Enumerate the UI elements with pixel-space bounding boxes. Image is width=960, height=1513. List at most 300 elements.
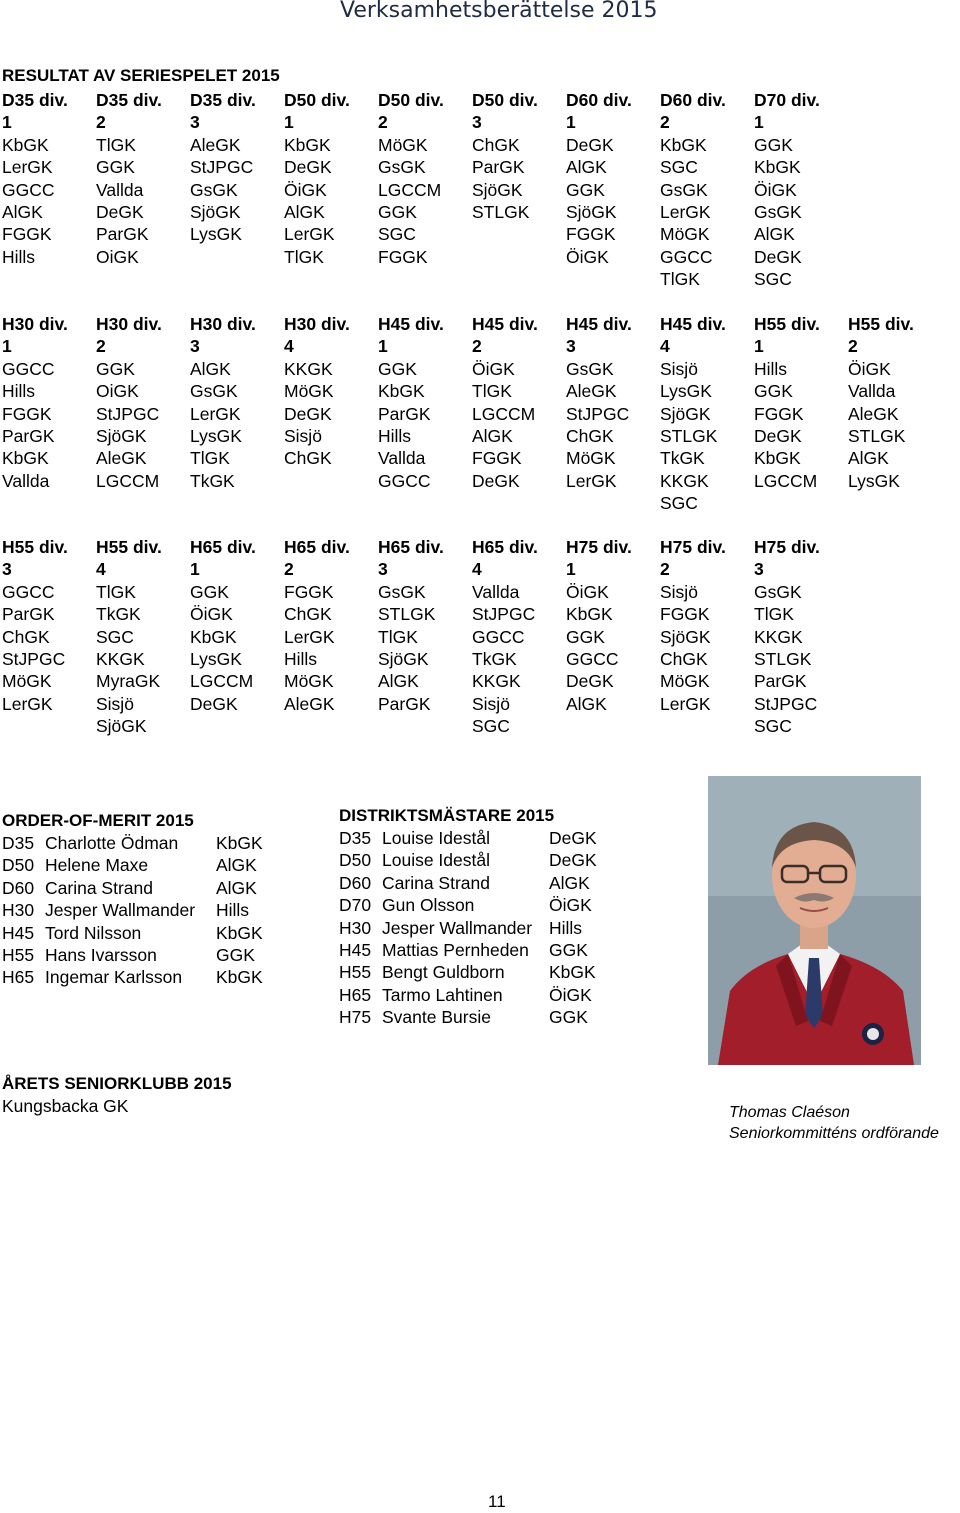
division-label: H75 div. [660, 537, 726, 557]
club-cell: Vallda [378, 448, 426, 469]
division-label: D60 div. [566, 90, 632, 110]
division-label: D35 div. [96, 90, 162, 110]
club-cell: ParGK [96, 224, 149, 245]
club-cell: AlGK [378, 671, 419, 692]
division-label: D70 div. [754, 90, 820, 110]
club-cell: FGGK [566, 224, 616, 245]
club-cell: AlGK [284, 201, 325, 222]
class-label: H65 [339, 984, 372, 1005]
division-label: H55 div. [848, 314, 914, 334]
club-name: DeGK [549, 828, 597, 848]
division-number: 3 [2, 559, 12, 580]
club-cell: GGCC [566, 648, 619, 669]
class-label: H45 [339, 939, 372, 960]
club-cell: KbGK [378, 381, 425, 402]
club-cell: LerGK [190, 403, 241, 424]
division-label: H30 div. [284, 314, 350, 334]
player-name: Tarmo Lahtinen [382, 984, 503, 1005]
club-cell: ParGK [472, 157, 525, 178]
club-name: ÖiGK [549, 895, 592, 916]
club-cell: Vallda [848, 381, 896, 402]
division-number: 1 [378, 336, 388, 357]
club-cell: GGCC [660, 246, 713, 267]
division-column [378, 313, 474, 492]
player-name: Mattias Pernheden [382, 939, 529, 960]
club-cell: AlGK [2, 201, 43, 222]
club-cell: TlGK [190, 448, 230, 469]
list-item [339, 939, 679, 961]
club-cell: ParGK [2, 604, 55, 625]
club-cell: Vallda [472, 581, 520, 602]
division-column [190, 89, 286, 268]
club-cell: GsGK [378, 157, 426, 178]
division-column [754, 536, 850, 738]
club-cell: LerGK [2, 693, 53, 714]
division-label: H75 div. [566, 537, 632, 557]
player-name: Svante Bursie [382, 1007, 491, 1028]
division-number: 3 [754, 559, 764, 580]
division-column [378, 89, 474, 268]
division-label: H45 div. [566, 314, 632, 334]
club-cell: GGCC [378, 470, 431, 491]
club-cell: TlGK [96, 581, 136, 602]
club-cell: GGK [378, 201, 417, 222]
club-cell: ÖiGK [848, 358, 891, 379]
club-cell: GGCC [2, 358, 55, 379]
club-cell: FGGK [472, 448, 522, 469]
club-cell: AleGK [848, 403, 899, 424]
club-cell: AleGK [284, 693, 335, 714]
club-cell: GsGK [566, 358, 614, 379]
list-item [2, 899, 322, 921]
club-name: KbGK [549, 962, 596, 983]
list-item [2, 877, 322, 899]
division-number: 2 [284, 559, 294, 580]
senior-club [2, 1073, 322, 1117]
class-label: D35 [2, 833, 35, 853]
player-name: Jesper Wallmander [45, 900, 196, 921]
club-cell: AleGK [190, 134, 241, 155]
club-cell: GsGK [660, 179, 708, 200]
player-name: Helene Maxe [45, 855, 149, 876]
club-cell: AleGK [96, 448, 147, 469]
club-cell: GGK [190, 581, 229, 602]
division-label: H30 div. [2, 314, 68, 334]
club-cell: LerGK [284, 626, 335, 647]
player-name: Carina Strand [45, 877, 153, 898]
district-champions-title: DISTRIKTSMÄSTARE 2015 [339, 806, 555, 825]
club-cell: StJPGC [566, 403, 630, 424]
division-number: 1 [284, 112, 294, 133]
list-item [339, 849, 679, 871]
club-cell: KKGK [754, 626, 803, 647]
photo-caption [729, 1102, 960, 1144]
class-label: H55 [2, 944, 35, 965]
division-number: 2 [96, 336, 106, 357]
club-cell: TlGK [754, 604, 794, 625]
club-cell: DeGK [754, 425, 802, 446]
club-cell: SjöGK [660, 403, 711, 424]
club-cell: Hills [378, 425, 412, 446]
division-number: 2 [378, 112, 388, 133]
club-cell: DeGK [284, 403, 332, 424]
club-cell: GsGK [190, 381, 238, 402]
club-cell: KKGK [660, 470, 709, 491]
club-cell: GsGK [754, 581, 802, 602]
class-label: D60 [2, 877, 35, 898]
club-cell: MöGK [660, 671, 710, 692]
division-label: H55 div. [2, 537, 68, 557]
club-cell: Sisjö [472, 693, 510, 714]
class-label: D50 [2, 855, 35, 876]
club-cell: KKGK [472, 671, 521, 692]
list-item [339, 872, 679, 894]
club-name: Hills [549, 917, 583, 938]
club-cell: OiGK [96, 381, 139, 402]
division-column [566, 313, 662, 492]
results-title: RESULTAT AV SERIESPELET 2015 [2, 66, 280, 85]
division-label: D60 div. [660, 90, 726, 110]
club-cell: FGGK [660, 604, 710, 625]
division-column [96, 536, 192, 738]
class-label: H55 [339, 962, 372, 983]
club-cell: ParGK [2, 425, 55, 446]
club-name: DeGK [549, 850, 597, 871]
club-cell: MöGK [2, 671, 52, 692]
player-name: Louise Idestål [382, 828, 490, 848]
club-cell: KKGK [284, 358, 333, 379]
club-cell: Sisjö [96, 693, 134, 714]
division-column [190, 313, 286, 492]
division-number: 2 [660, 559, 670, 580]
division-number: 1 [2, 336, 12, 357]
club-name: ÖiGK [549, 984, 592, 1005]
club-cell: GGCC [2, 581, 55, 602]
club-cell: TlGK [284, 246, 324, 267]
club-cell: KbGK [566, 604, 613, 625]
division-number: 1 [566, 112, 576, 133]
club-cell: FGGK [2, 403, 52, 424]
club-cell: LerGK [660, 201, 711, 222]
club-cell: STLGK [660, 425, 718, 446]
club-cell: ÖiGK [566, 581, 609, 602]
class-label: D70 [339, 895, 372, 916]
club-cell: StJPGC [96, 403, 160, 424]
club-cell: OiGK [96, 246, 139, 267]
club-cell: StJPGC [472, 604, 536, 625]
division-number: 1 [754, 336, 764, 357]
division-label: H75 div. [754, 537, 820, 557]
club-cell: DeGK [754, 246, 802, 267]
player-name: Ingemar Karlsson [45, 967, 183, 988]
division-label: H65 div. [284, 537, 350, 557]
division-label: D35 div. [2, 90, 68, 110]
class-label: H75 [339, 1007, 372, 1028]
list-item [2, 944, 322, 966]
club-name: KbGK [216, 967, 263, 988]
club-cell: TlGK [472, 381, 512, 402]
club-cell: ÖiGK [190, 604, 233, 625]
club-cell: Hills [284, 648, 318, 669]
club-cell: DeGK [472, 470, 520, 491]
club-cell: LerGK [660, 693, 711, 714]
club-cell: StJPGC [2, 648, 66, 669]
division-column [2, 89, 98, 268]
senior-club-title: ÅRETS SENIORKLUBB 2015 [2, 1074, 232, 1093]
list-item [339, 917, 679, 939]
caption-role: Seniorkommitténs ordförande [729, 1125, 939, 1142]
club-name: Hills [216, 900, 250, 921]
division-label: H65 div. [190, 537, 256, 557]
club-cell: LGCCM [190, 671, 254, 692]
club-cell: GsGK [378, 581, 426, 602]
class-label: H65 [2, 967, 35, 988]
district-champions-list [339, 827, 679, 1029]
division-column [96, 89, 192, 268]
player-name: Bengt Guldborn [382, 962, 505, 983]
list-item [339, 961, 679, 983]
division-column [472, 313, 568, 492]
club-cell: AlGK [190, 358, 231, 379]
club-cell: GGK [96, 358, 135, 379]
club-cell: GGK [754, 134, 793, 155]
club-cell: LysGK [190, 224, 242, 245]
club-cell: GGK [754, 381, 793, 402]
club-cell: STLGK [754, 648, 812, 669]
club-cell: KKGK [96, 648, 145, 669]
club-cell: SjöGK [660, 626, 711, 647]
club-cell: FGGK [754, 403, 804, 424]
player-name: Hans Ivarsson [45, 944, 157, 965]
division-column [284, 313, 380, 492]
division-column [472, 89, 568, 268]
club-cell: ChGK [284, 604, 332, 625]
division-label: H45 div. [472, 314, 538, 334]
club-cell: LerGK [566, 470, 617, 491]
club-name: AlGK [216, 877, 257, 898]
club-cell: KbGK [754, 448, 801, 469]
list-item [2, 854, 322, 876]
division-column [566, 536, 662, 715]
club-cell: Sisjö [284, 425, 322, 446]
club-cell: DeGK [566, 134, 614, 155]
club-cell: LGCCM [96, 470, 160, 491]
portrait-photo [708, 776, 921, 1065]
club-cell: SjöGK [566, 201, 617, 222]
player-name: Jesper Wallmander [382, 917, 533, 938]
club-cell: MöGK [660, 224, 710, 245]
division-number: 2 [848, 336, 858, 357]
division-number: 3 [566, 336, 576, 357]
club-cell: LysGK [660, 381, 712, 402]
club-cell: TlGK [378, 626, 418, 647]
club-cell: SGC [754, 269, 792, 290]
division-label: H65 div. [378, 537, 444, 557]
division-label: H30 div. [190, 314, 256, 334]
player-name: Charlotte Ödman [45, 833, 179, 853]
list-item [339, 984, 679, 1006]
class-label: D50 [339, 850, 372, 871]
club-cell: TkGK [660, 448, 705, 469]
club-cell: GsGK [754, 201, 802, 222]
division-number: 4 [284, 336, 294, 357]
club-cell: Sisjö [660, 358, 698, 379]
club-cell: GGCC [472, 626, 525, 647]
club-cell: SjöGK [96, 716, 147, 737]
division-number: 4 [472, 559, 482, 580]
page-number: 11 [488, 1492, 506, 1511]
division-column [566, 89, 662, 268]
district-champions [339, 805, 679, 1029]
player-name: Gun Olsson [382, 895, 475, 916]
division-label: D50 div. [284, 90, 350, 110]
club-cell: LGCCM [754, 470, 818, 491]
division-number: 1 [566, 559, 576, 580]
club-cell: TlGK [660, 269, 700, 290]
club-cell: SjöGK [190, 201, 241, 222]
club-cell: GGCC [2, 179, 55, 200]
division-column [848, 313, 944, 492]
division-label: D35 div. [190, 90, 256, 110]
club-cell: Hills [754, 358, 788, 379]
club-cell: GGK [96, 157, 135, 178]
club-cell: StJPGC [754, 693, 818, 714]
club-cell: AleGK [566, 381, 617, 402]
club-cell: DeGK [96, 201, 144, 222]
club-cell: KbGK [2, 134, 49, 155]
division-label: D50 div. [472, 90, 538, 110]
club-cell: MöGK [378, 134, 428, 155]
club-cell: STLGK [378, 604, 436, 625]
club-cell: DeGK [284, 157, 332, 178]
club-cell: AlGK [754, 224, 795, 245]
division-label: H45 div. [378, 314, 444, 334]
club-cell: GsGK [190, 179, 238, 200]
division-number: 3 [190, 336, 200, 357]
division-number: 2 [660, 112, 670, 133]
club-cell [190, 246, 286, 268]
club-cell: LysGK [190, 648, 242, 669]
club-cell: AlGK [472, 425, 513, 446]
caption-name: Thomas Claéson [729, 1104, 850, 1121]
club-cell: LerGK [284, 224, 335, 245]
division-number: 2 [96, 112, 106, 133]
order-of-merit-list [2, 832, 322, 989]
club-cell: StJPGC [190, 157, 254, 178]
club-cell [472, 246, 568, 268]
club-cell: ÖiGK [566, 246, 609, 267]
club-cell: MöGK [566, 448, 616, 469]
class-label: H30 [339, 917, 372, 938]
club-name: AlGK [216, 855, 257, 876]
club-cell: SGC [96, 626, 134, 647]
division-column [378, 536, 474, 715]
list-item [339, 1006, 679, 1028]
club-cell: SGC [660, 157, 698, 178]
club-cell: KbGK [660, 134, 707, 155]
club-cell: ÖiGK [754, 179, 797, 200]
club-cell: TkGK [190, 470, 235, 491]
division-label: H30 div. [96, 314, 162, 334]
club-cell: ÖiGK [284, 179, 327, 200]
club-name: AlGK [549, 872, 590, 893]
club-cell: AlGK [848, 448, 889, 469]
club-cell: ParGK [754, 671, 807, 692]
club-cell: SjöGK [96, 425, 147, 446]
club-name: KbGK [216, 833, 263, 853]
division-number: 2 [472, 336, 482, 357]
club-cell: LGCCM [472, 403, 536, 424]
club-cell: SGC [472, 716, 510, 737]
club-cell: TkGK [96, 604, 141, 625]
club-cell: STLGK [472, 201, 530, 222]
division-column [284, 89, 380, 268]
list-item [2, 922, 322, 944]
club-cell: AlGK [566, 693, 607, 714]
club-cell [284, 470, 380, 492]
division-column [754, 89, 850, 291]
division-column [2, 313, 98, 492]
club-cell: LysGK [848, 470, 900, 491]
club-cell: FGGK [284, 581, 334, 602]
club-cell: AlGK [566, 157, 607, 178]
club-cell: ChGK [566, 425, 614, 446]
club-cell: SGC [378, 224, 416, 245]
class-label: H30 [2, 900, 35, 921]
club-cell: GGK [378, 358, 417, 379]
division-column [96, 313, 192, 492]
club-cell: Sisjö [660, 581, 698, 602]
division-column [2, 536, 98, 715]
club-cell: GGK [566, 626, 605, 647]
club-cell: FGGK [378, 246, 428, 267]
list-item [339, 894, 679, 916]
club-cell: Hills [2, 381, 36, 402]
list-item [339, 827, 679, 849]
club-cell: ÖiGK [472, 358, 515, 379]
club-cell: Vallda [96, 179, 144, 200]
club-cell: TlGK [96, 134, 136, 155]
division-number: 4 [660, 336, 670, 357]
club-cell: MöGK [284, 381, 334, 402]
club-cell: KbGK [284, 134, 331, 155]
club-cell: DeGK [566, 671, 614, 692]
club-cell: DeGK [190, 693, 238, 714]
club-cell: LGCCM [378, 179, 442, 200]
player-name: Carina Strand [382, 872, 490, 893]
club-cell: FGGK [2, 224, 52, 245]
club-cell: SjöGK [378, 648, 429, 669]
club-cell: TkGK [472, 648, 517, 669]
division-label: H45 div. [660, 314, 726, 334]
division-number: 3 [190, 112, 200, 133]
division-column [472, 536, 568, 738]
club-name: GGK [549, 939, 588, 960]
club-cell: ChGK [2, 626, 50, 647]
club-name: KbGK [216, 922, 263, 943]
club-cell: LerGK [2, 157, 53, 178]
class-label: H45 [2, 922, 35, 943]
list-item [2, 966, 322, 988]
division-column [660, 89, 756, 291]
club-name: GGK [216, 944, 255, 965]
club-cell: GGK [566, 179, 605, 200]
division-number: 1 [190, 559, 200, 580]
division-column [660, 313, 756, 515]
club-cell [472, 223, 568, 245]
order-of-merit-title: ORDER-OF-MERIT 2015 [2, 811, 194, 830]
club-cell: MyraGK [96, 671, 161, 692]
